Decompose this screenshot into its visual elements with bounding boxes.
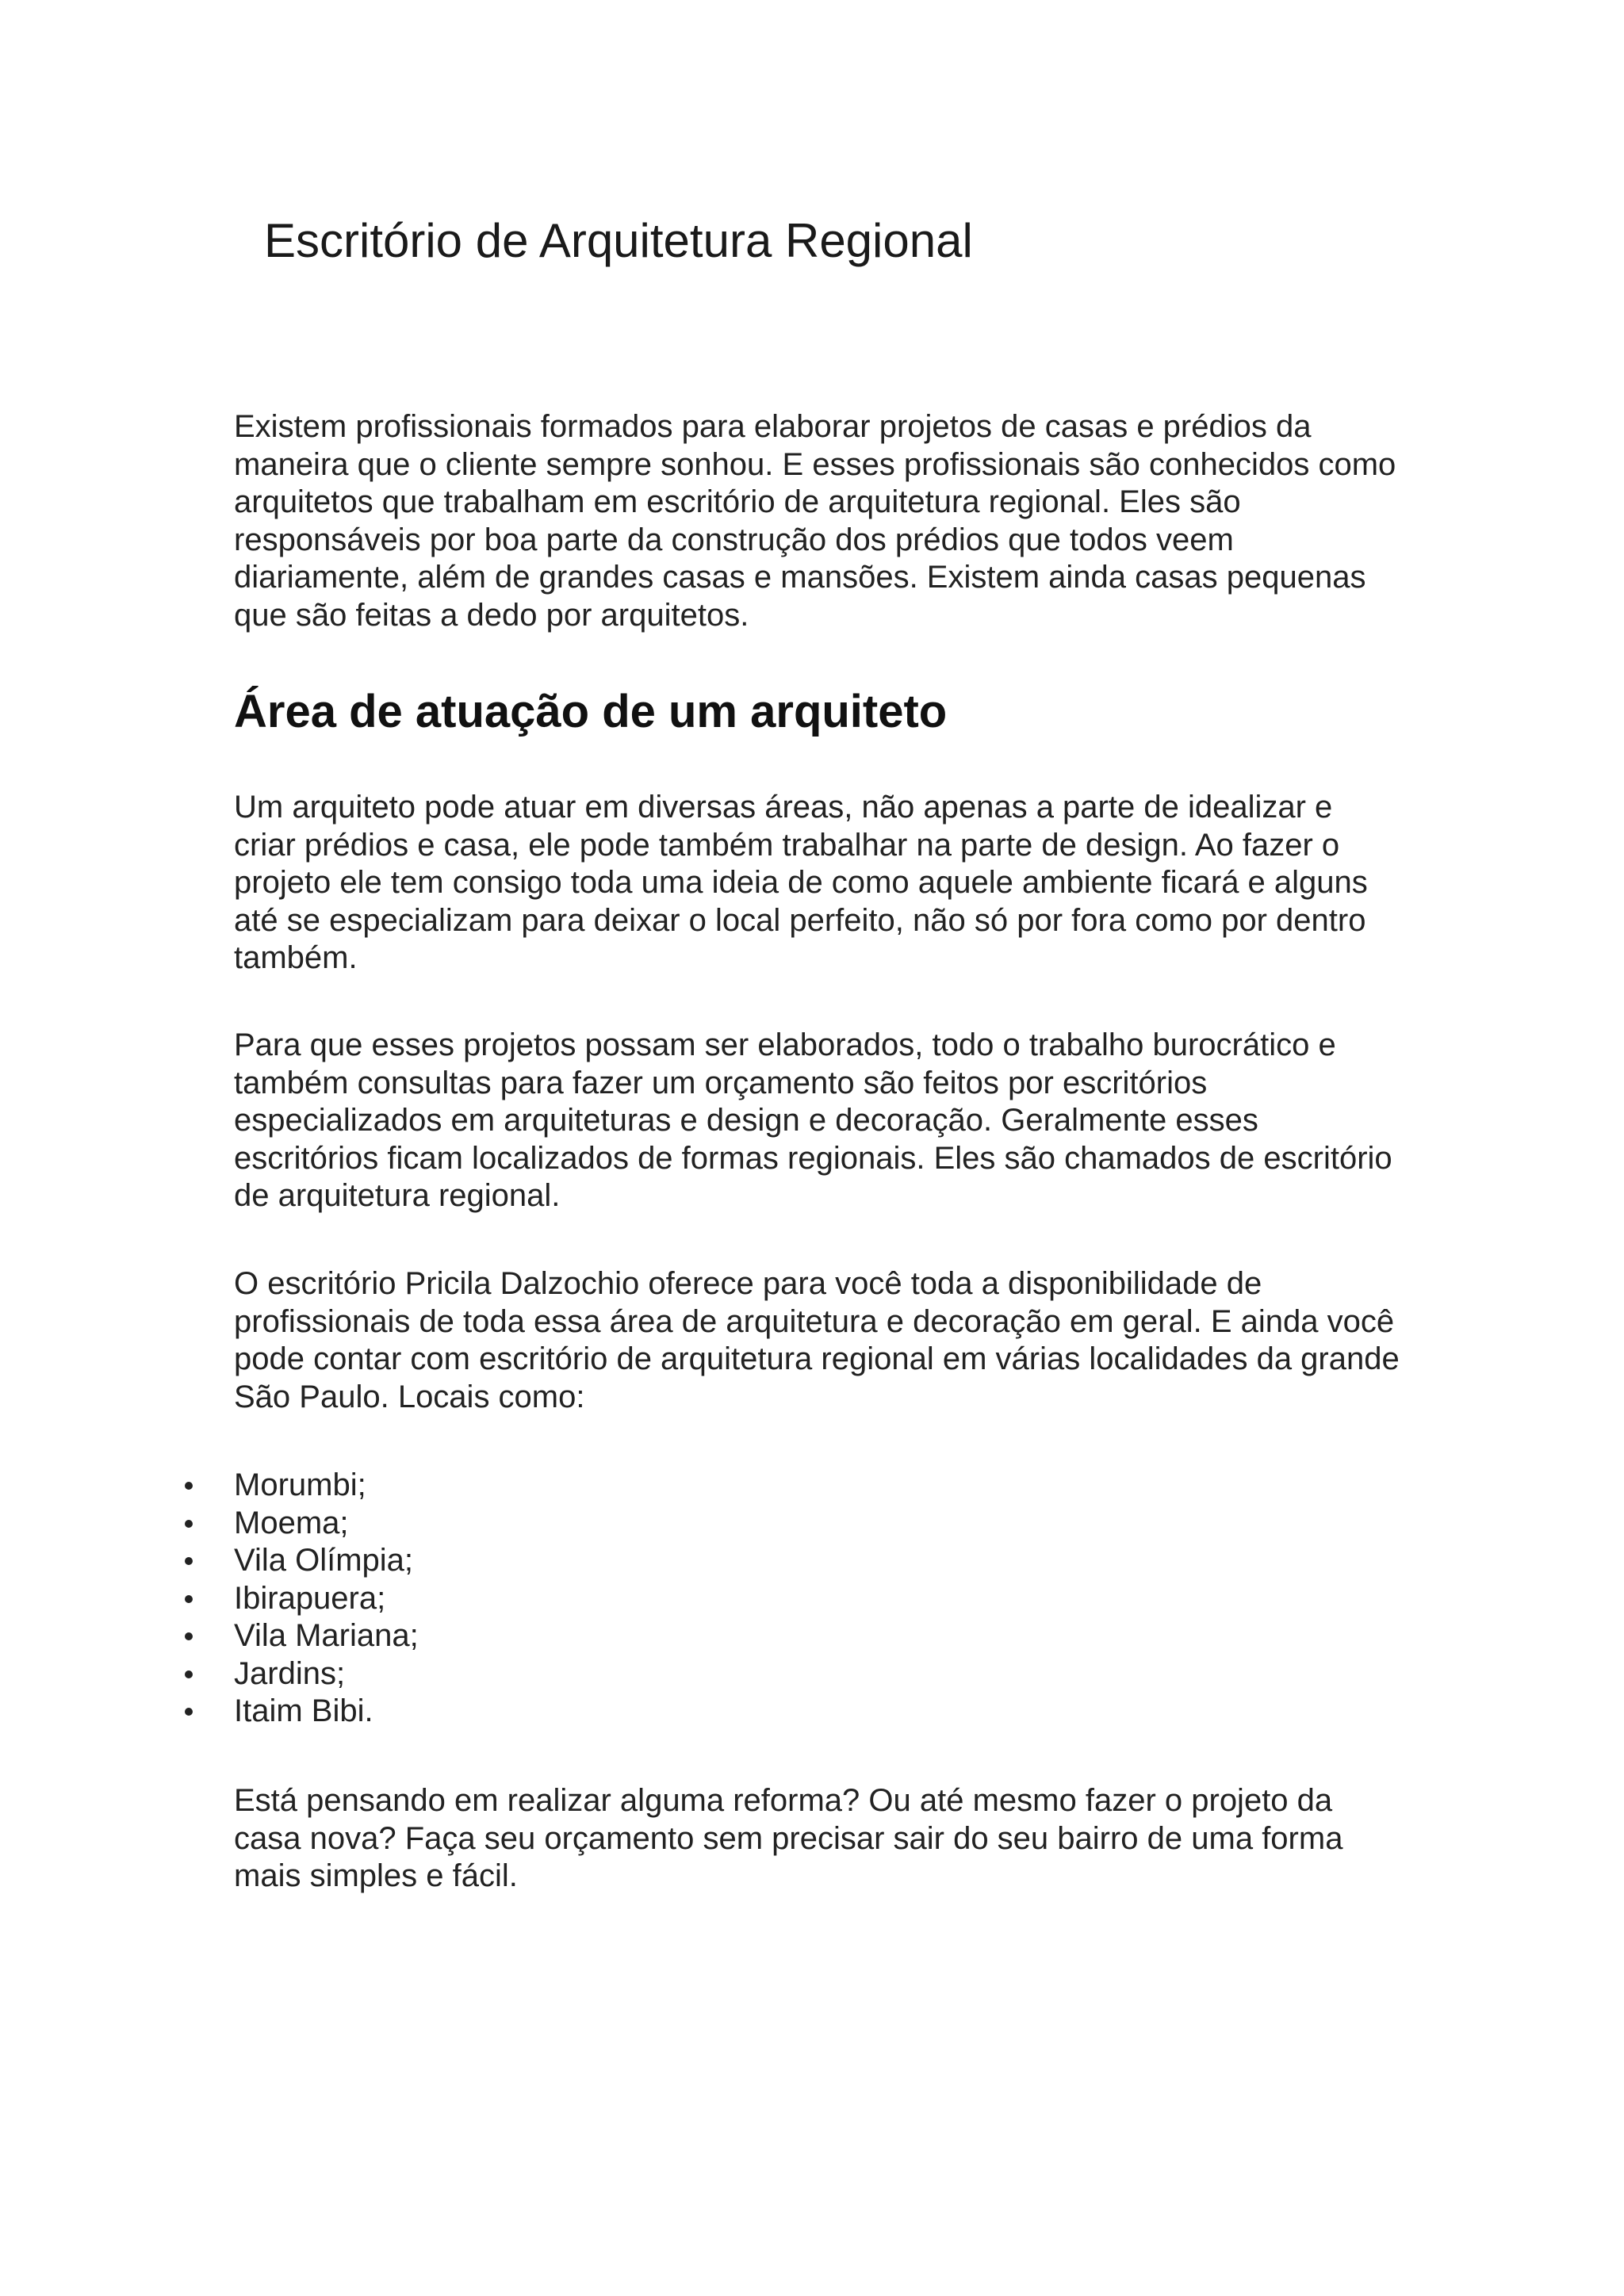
section-heading: Área de atuação de um arquiteto	[234, 686, 948, 737]
paragraph-offices: Para que esses projetos possam ser elaborados, todo o trabalho burocrático e também consultas para fazer um orçamento são feitos por escritórios especializados em arquiteturas e design e decoração. Geralmente esses escritórios ficam localizados de formas regionais. Eles são chamados de escritório de arquitetura regional.	[234, 1027, 1392, 1213]
location-label: Morumbi;	[234, 1468, 366, 1502]
bullet-icon	[185, 1520, 193, 1528]
list-item	[0, 1655, 419, 1693]
bullet-icon	[185, 1595, 193, 1603]
closing-paragraph: Está pensando em realizar alguma reforma? Ou até mesmo fazer o projeto da casa nova? Faça seu orçamento sem precisar sair do seu bairro de uma forma mais simples e fácil.	[234, 1783, 1343, 1893]
list-item	[0, 1542, 419, 1580]
bullet-icon	[185, 1632, 193, 1640]
bullet-icon	[185, 1482, 193, 1490]
list-item	[0, 1693, 419, 1731]
bullet-icon	[185, 1557, 193, 1565]
locations-list	[0, 1467, 419, 1731]
location-label: Vila Olímpia;	[234, 1543, 414, 1578]
location-label: Itaim Bibi.	[234, 1693, 373, 1728]
intro-paragraph: Existem profissionais formados para elaborar projetos de casas e prédios da maneira que o cliente sempre sonhou. E esses profissionais são conhecidos como arquitetos que trabalham em escritório de arquitetura regional. Eles são responsáveis por boa parte da construção dos prédios que todos veem diariamente, além de grandes casas e mansões. Existem ainda casas pequenas que são feitas a dedo por arquitetos.	[234, 409, 1396, 633]
location-label: Ibirapuera;	[234, 1580, 386, 1616]
list-item	[0, 1617, 419, 1655]
list-item	[0, 1580, 419, 1618]
bullet-icon	[185, 1670, 193, 1678]
location-label: Jardins;	[234, 1655, 346, 1691]
location-label: Vila Mariana;	[234, 1618, 419, 1653]
paragraph-pricila: O escritório Pricila Dalzochio oferece para você toda a disponibilidade de profissionais de toda essa área de arquitetura e decoração em geral. E ainda você pode contar com escritório de arquitetura regional em várias localidades da grande São Paulo. Locais como:	[234, 1266, 1400, 1414]
paragraph-areas: Um arquiteto pode atuar em diversas áreas, não apenas a parte de idealizar e criar prédios e casa, ele pode também trabalhar na parte de design. Ao fazer o projeto ele tem consigo toda uma ideia de como aquele ambiente ficará e alguns até se especializam para deixar o local perfeito, não só por fora como por dentro também.	[234, 790, 1368, 975]
bullet-icon	[185, 1708, 193, 1716]
document-title: Escritório de Arquitetura Regional	[264, 214, 973, 267]
location-label: Moema;	[234, 1505, 349, 1540]
list-item	[0, 1505, 419, 1543]
list-item	[0, 1467, 419, 1505]
